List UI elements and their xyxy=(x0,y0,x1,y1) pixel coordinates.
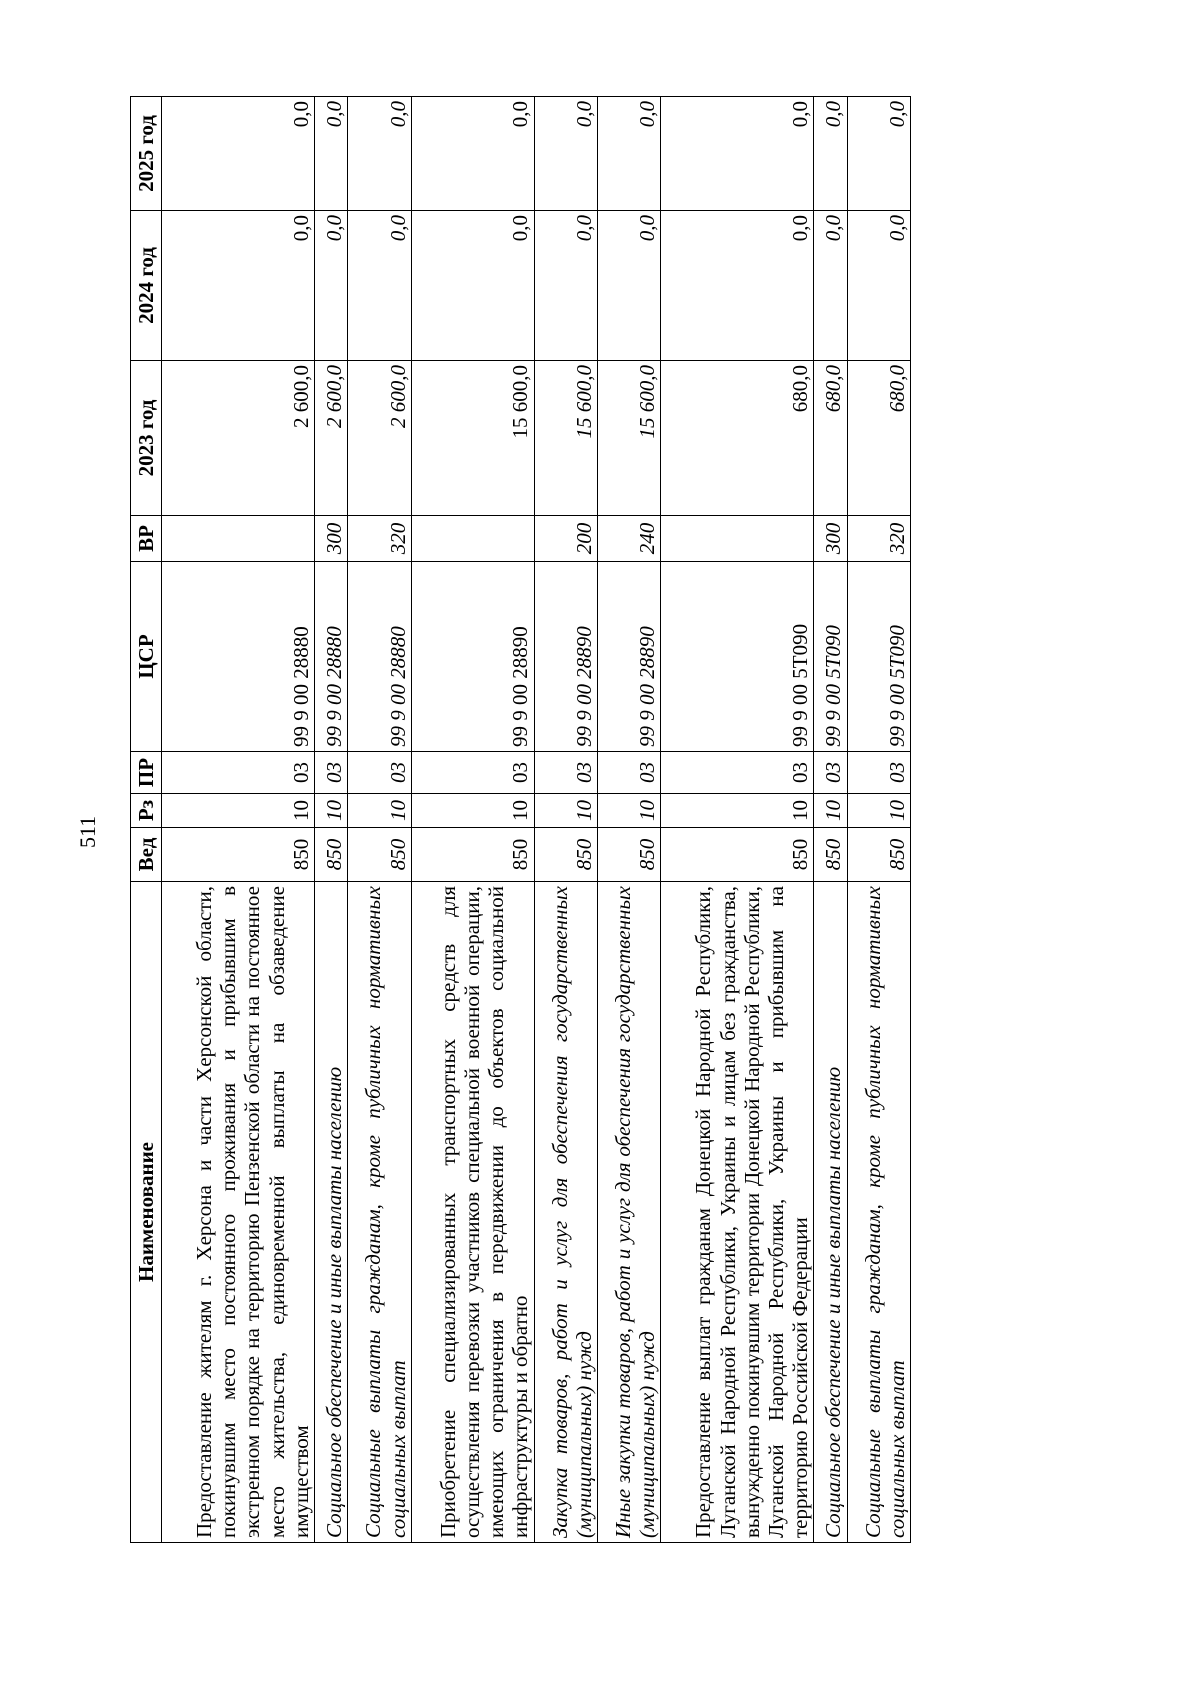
cell-2024: 0,0 xyxy=(814,211,848,361)
table-row xyxy=(411,97,534,1543)
budget-table xyxy=(130,96,911,1543)
col-header-2025: 2025 год xyxy=(131,97,162,211)
cell-2024: 0,0 xyxy=(411,211,534,361)
cell-pr: 03 xyxy=(847,752,910,794)
cell-name: Приобретение специализированных транспортных средств для осуществления перевозки участников специальной военной операции, имеющих ограничения в передвижении до объектов социальной инфраструктуры и обратно xyxy=(411,882,534,1543)
cell-vr xyxy=(411,516,534,562)
cell-name: Социальное обеспечение и иные выплаты населению xyxy=(314,882,348,1543)
cell-vr: 200 xyxy=(534,516,597,562)
cell-2023: 680,0 xyxy=(661,361,814,516)
page-number: 511 xyxy=(75,815,100,848)
cell-pr: 03 xyxy=(534,752,597,794)
cell-ved: 850 xyxy=(534,828,597,882)
cell-ved: 850 xyxy=(661,828,814,882)
col-header-2023: 2023 год xyxy=(131,361,162,516)
rotated-table-container xyxy=(130,97,911,1543)
cell-2025: 0,0 xyxy=(597,97,660,211)
cell-ved: 850 xyxy=(411,828,534,882)
cell-name: Предоставление выплат гражданам Донецкой Народной Республики, Луганской Народной Республики, Украины и лицам без гражданства, вынужденно покинувшим территории Донецкой Народной Республики, Луганской Народной Республики, Украины и прибывшим на территорию Российской Федерации xyxy=(661,882,814,1543)
cell-vr xyxy=(661,516,814,562)
cell-csr: 99 9 00 28890 xyxy=(597,562,660,752)
cell-2025: 0,0 xyxy=(814,97,848,211)
table-row xyxy=(162,97,315,1543)
cell-2023: 15 600,0 xyxy=(597,361,660,516)
col-header-vr: ВР xyxy=(131,516,162,562)
cell-vr: 320 xyxy=(847,516,910,562)
table-row xyxy=(847,97,910,1543)
cell-csr: 99 9 00 28880 xyxy=(314,562,348,752)
cell-2024: 0,0 xyxy=(661,211,814,361)
cell-rz: 10 xyxy=(162,794,315,828)
cell-pr: 03 xyxy=(314,752,348,794)
cell-name: Предоставление жителям г. Херсона и части Херсонской области, покинувшим место постоянного проживания и прибывшим в экстренном порядке на территорию Пензенской области на постоянное место жительства, единовременной выплаты на обзаведение имуществом xyxy=(162,882,315,1543)
cell-2025: 0,0 xyxy=(314,97,348,211)
cell-pr: 03 xyxy=(814,752,848,794)
cell-pr: 03 xyxy=(348,752,411,794)
cell-2024: 0,0 xyxy=(534,211,597,361)
cell-csr: 99 9 00 28890 xyxy=(534,562,597,752)
cell-csr: 99 9 00 5T090 xyxy=(814,562,848,752)
table-row xyxy=(661,97,814,1543)
cell-2024: 0,0 xyxy=(348,211,411,361)
cell-csr: 99 9 00 28880 xyxy=(348,562,411,752)
cell-2023: 2 600,0 xyxy=(162,361,315,516)
col-header-csr: ЦСР xyxy=(131,562,162,752)
cell-ved: 850 xyxy=(597,828,660,882)
cell-vr: 300 xyxy=(314,516,348,562)
cell-2025: 0,0 xyxy=(348,97,411,211)
cell-2024: 0,0 xyxy=(314,211,348,361)
cell-name: Социальное обеспечение и иные выплаты населению xyxy=(814,882,848,1543)
cell-rz: 10 xyxy=(661,794,814,828)
cell-2023: 2 600,0 xyxy=(314,361,348,516)
cell-rz: 10 xyxy=(411,794,534,828)
cell-vr: 240 xyxy=(597,516,660,562)
col-header-rz: Рз xyxy=(131,794,162,828)
table-row xyxy=(597,97,660,1543)
cell-pr: 03 xyxy=(162,752,315,794)
cell-2023: 2 600,0 xyxy=(348,361,411,516)
cell-vr: 300 xyxy=(814,516,848,562)
cell-2023: 680,0 xyxy=(814,361,848,516)
table-row xyxy=(348,97,411,1543)
cell-2024: 0,0 xyxy=(597,211,660,361)
cell-vr xyxy=(162,516,315,562)
cell-rz: 10 xyxy=(314,794,348,828)
cell-2025: 0,0 xyxy=(534,97,597,211)
cell-csr: 99 9 00 5T090 xyxy=(661,562,814,752)
cell-csr: 99 9 00 28880 xyxy=(162,562,315,752)
table-header-row xyxy=(131,97,162,1543)
cell-name: Иные закупки товаров, работ и услуг для обеспечения государственных (муниципальных) нужд xyxy=(597,882,660,1543)
col-header-ved: Вед xyxy=(131,828,162,882)
cell-csr: 99 9 00 28890 xyxy=(411,562,534,752)
cell-rz: 10 xyxy=(814,794,848,828)
cell-rz: 10 xyxy=(597,794,660,828)
cell-rz: 10 xyxy=(847,794,910,828)
cell-pr: 03 xyxy=(597,752,660,794)
cell-pr: 03 xyxy=(661,752,814,794)
cell-ved: 850 xyxy=(847,828,910,882)
col-header-2024: 2024 год xyxy=(131,211,162,361)
cell-ved: 850 xyxy=(814,828,848,882)
table-row xyxy=(314,97,348,1543)
cell-2023: 680,0 xyxy=(847,361,910,516)
cell-2025: 0,0 xyxy=(411,97,534,211)
cell-2025: 0,0 xyxy=(162,97,315,211)
col-header-name: Наименование xyxy=(131,882,162,1543)
cell-2025: 0,0 xyxy=(847,97,910,211)
cell-name: Закупка товаров, работ и услуг для обеспечения государственных (муниципальных) нужд xyxy=(534,882,597,1543)
cell-rz: 10 xyxy=(348,794,411,828)
cell-name: Социальные выплаты гражданам, кроме публичных нормативных социальных выплат xyxy=(348,882,411,1543)
cell-ved: 850 xyxy=(314,828,348,882)
cell-ved: 850 xyxy=(162,828,315,882)
cell-2025: 0,0 xyxy=(661,97,814,211)
cell-rz: 10 xyxy=(534,794,597,828)
cell-pr: 03 xyxy=(411,752,534,794)
cell-2023: 15 600,0 xyxy=(534,361,597,516)
cell-vr: 320 xyxy=(348,516,411,562)
cell-2023: 15 600,0 xyxy=(411,361,534,516)
table-row xyxy=(534,97,597,1543)
cell-2024: 0,0 xyxy=(847,211,910,361)
cell-name: Социальные выплаты гражданам, кроме публичных нормативных социальных выплат xyxy=(847,882,910,1543)
cell-ved: 850 xyxy=(348,828,411,882)
col-header-pr: ПР xyxy=(131,752,162,794)
cell-csr: 99 9 00 5T090 xyxy=(847,562,910,752)
table-row xyxy=(814,97,848,1543)
cell-2024: 0,0 xyxy=(162,211,315,361)
